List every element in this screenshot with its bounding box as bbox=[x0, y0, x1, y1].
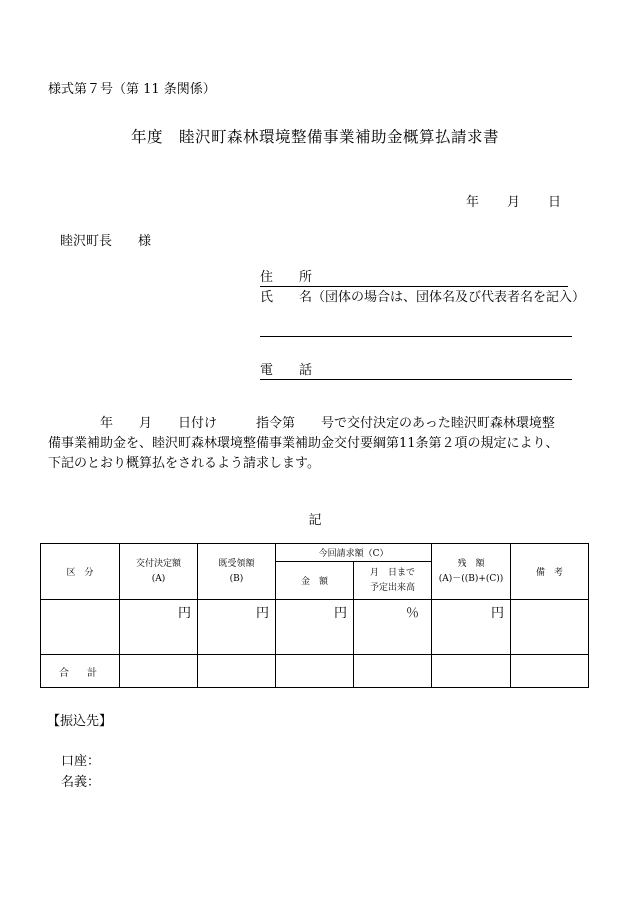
address-field[interactable] bbox=[260, 266, 568, 287]
request-table bbox=[40, 543, 589, 688]
header-balance: 残 額 (A)－((B)+(C)) bbox=[432, 544, 511, 600]
header-current-amount: 金 額 bbox=[276, 562, 354, 600]
request-body-line-1: 年 月 日付け 指令第 号で交付決定のあった睦沢町森林環境整 bbox=[48, 416, 555, 431]
request-body-line-3: 下記のとおり概算払をされるよう請求します。 bbox=[48, 456, 320, 471]
total-current-amount[interactable] bbox=[276, 655, 354, 688]
total-label: 合 計 bbox=[41, 655, 120, 688]
total-current-expected[interactable] bbox=[354, 655, 432, 688]
date-line bbox=[466, 191, 561, 210]
bank-heading: 【振込先】 bbox=[47, 714, 113, 729]
table-row-total bbox=[41, 655, 589, 688]
name-field[interactable] bbox=[260, 286, 586, 305]
cell-current-expected[interactable]: ％ bbox=[354, 600, 432, 655]
header-current: 今回請求額（C） bbox=[276, 544, 432, 562]
header-current-expected: 月 日まで 予定出来高 bbox=[354, 562, 432, 600]
cell-category[interactable] bbox=[41, 600, 120, 655]
request-body bbox=[48, 414, 578, 474]
cell-received[interactable]: 円 bbox=[198, 600, 276, 655]
header-received: 既受領額 (B) bbox=[198, 544, 276, 600]
ki-heading: 記 bbox=[308, 513, 322, 528]
cell-granted[interactable]: 円 bbox=[120, 600, 198, 655]
total-remarks[interactable] bbox=[511, 655, 589, 688]
name-label: 氏 名 bbox=[260, 290, 313, 305]
phone-field[interactable] bbox=[260, 359, 572, 380]
document-title: 年度 睦沢町森林環境整備事業補助金概算払請求書 bbox=[130, 128, 499, 146]
date-month: 月 bbox=[507, 195, 521, 210]
addressee: 睦沢町長 様 bbox=[60, 234, 152, 249]
date-day: 日 bbox=[548, 195, 562, 210]
form-number: 様式第７号（第 11 条関係） bbox=[48, 82, 216, 97]
table-row bbox=[41, 600, 589, 655]
cell-remarks[interactable] bbox=[511, 600, 589, 655]
header-category: 区 分 bbox=[41, 544, 120, 600]
total-received[interactable] bbox=[198, 655, 276, 688]
address-label: 住 所 bbox=[260, 270, 313, 285]
total-balance[interactable] bbox=[432, 655, 511, 688]
date-year: 年 bbox=[466, 195, 480, 210]
cell-balance[interactable]: 円 bbox=[432, 600, 511, 655]
bank-holder-label: 名義： bbox=[61, 775, 101, 790]
bank-account-label: 口座： bbox=[61, 754, 101, 769]
header-granted: 交付決定額 (A) bbox=[120, 544, 198, 600]
total-granted[interactable] bbox=[120, 655, 198, 688]
name-write-line[interactable] bbox=[260, 336, 572, 337]
cell-current-amount[interactable]: 円 bbox=[276, 600, 354, 655]
name-note: （団体の場合は、団体名及び代表者名を記入） bbox=[312, 290, 586, 305]
phone-label: 電 話 bbox=[260, 363, 313, 378]
header-remarks: 備 考 bbox=[511, 544, 589, 600]
request-body-line-2: 備事業補助金を、睦沢町森林環境整備事業補助金交付要綱第11条第２項の規定により、 bbox=[48, 436, 559, 451]
